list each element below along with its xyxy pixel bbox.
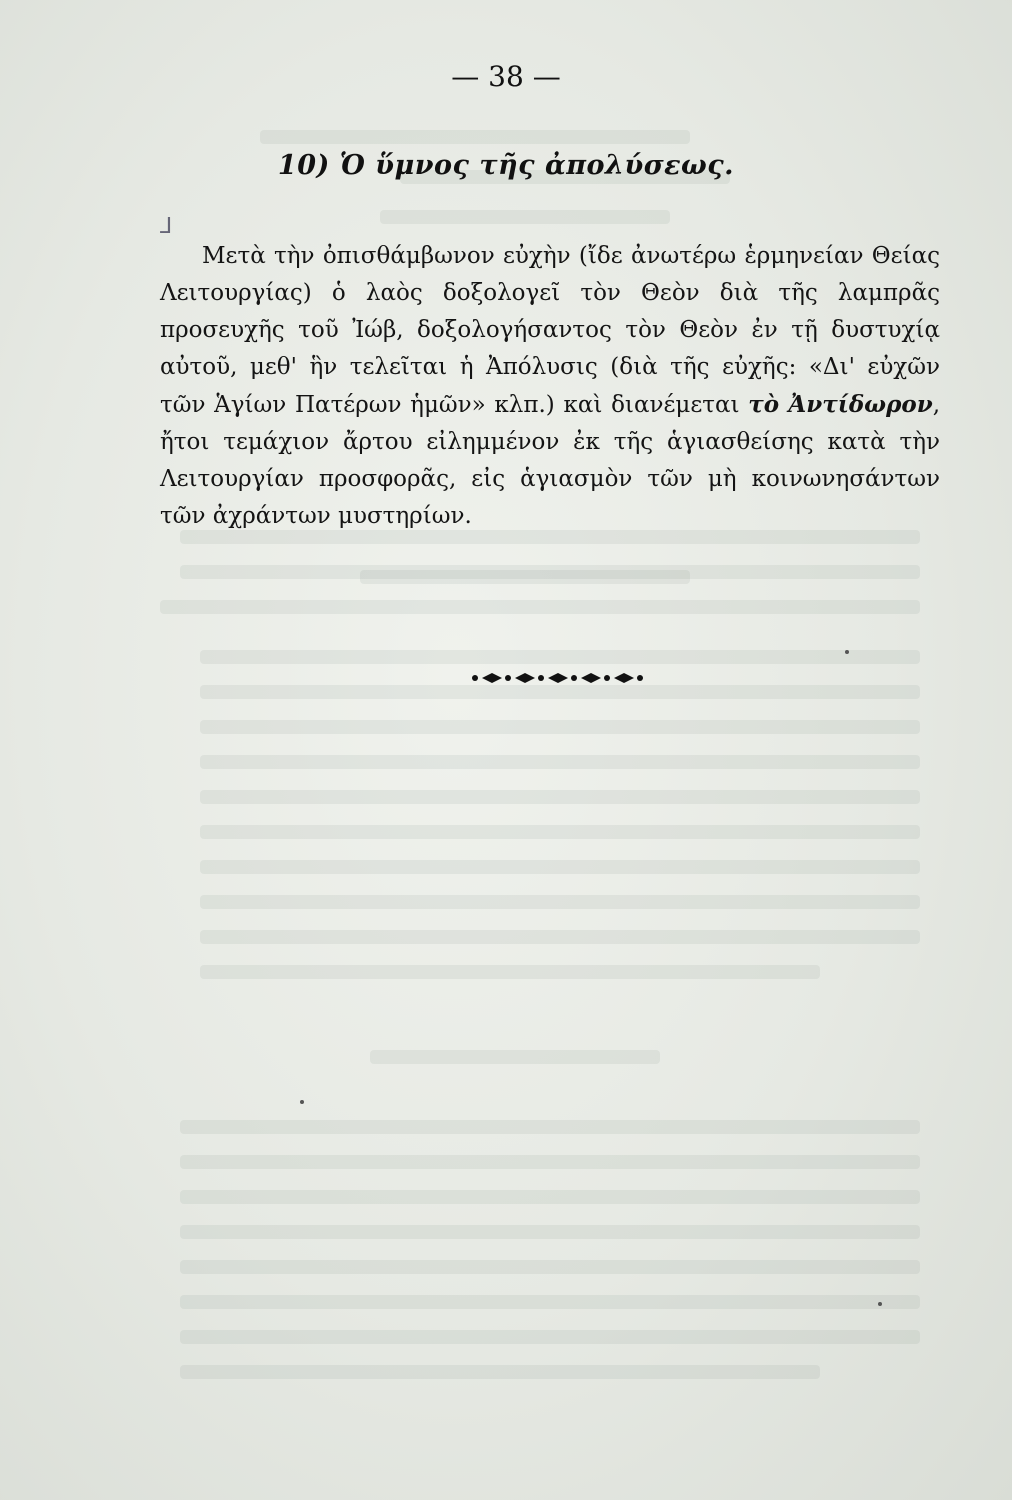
paragraph-emphasis: τὸ Ἀντίδωρον	[748, 391, 933, 418]
body-paragraph	[160, 238, 940, 535]
margin-annotation: ⅃	[160, 214, 173, 239]
specks	[300, 1100, 304, 1104]
specks	[878, 1302, 882, 1306]
specks	[845, 650, 849, 654]
ornament-divider	[470, 668, 645, 688]
page-number: — 38 —	[451, 60, 561, 93]
paragraph-text-start: Μετὰ τὴν ὀπισθάμβωνον εὐχὴν (ἴδε ἀνωτέρω ἑρμηνείαν Θείας Λειτουργίας) ὁ λαὸς δοξολογεῖ τὸν Θεὸν διὰ τῆς λαμπρᾶς προσευχῆς τοῦ Ἰώβ, δοξολογήσαντος τὸν Θεὸν ἐν τῇ δυστυχίᾳ αὐτοῦ, μεθ' ἣν τελεῖται ἡ Ἀπόλυσις (διὰ τῆς εὐχῆς: «Δι' εὐχῶν τῶν Ἁγίων Πατέρων ἡμῶν» κλπ.) καὶ διανέμεται	[160, 243, 940, 418]
section-title: 10) Ὁ ὕμνος τῆς ἀπολύσεως.	[277, 150, 735, 181]
paragraph-text-end: , ἤτοι τεμάχιον ἄρτου εἰλημμένον ἐκ τῆς ἁγιασθείσης κατὰ τὴν Λειτουργίαν προσφορᾶς, εἰς ἁγιασμὸν τῶν μὴ κοινωνησάντων τῶν ἀχράντων μυστηρίων.	[160, 392, 940, 529]
